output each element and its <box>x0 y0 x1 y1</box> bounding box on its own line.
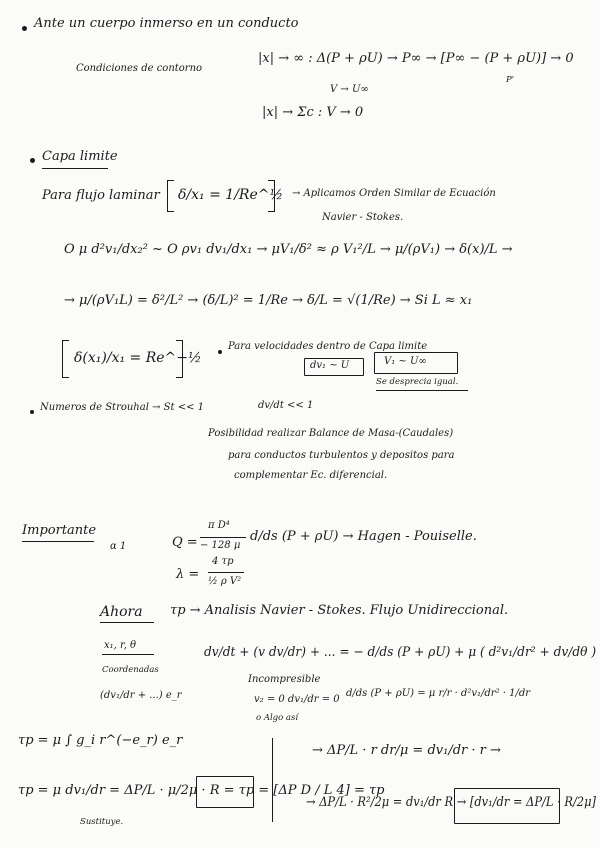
bracket-left <box>62 340 69 378</box>
laminar-label: Para flujo laminar <box>42 188 160 203</box>
bracket-right <box>268 180 275 212</box>
gradient-vector: (dv₁/dr + ...) e_r <box>100 690 182 701</box>
fraction-bar <box>200 537 246 538</box>
bracket-right <box>176 340 183 378</box>
bracket-left <box>167 180 174 212</box>
radial-equation: d/ds (P + ρU) = μ r/r · d²v₁/dr² · 1/dr <box>346 688 531 699</box>
boundary-layer-result: δ(x₁)/x₁ = Re^−½ <box>74 350 202 366</box>
bullet-dot <box>218 350 222 354</box>
order-equation: O μ d²v₁/dx₂² ~ O ρv₁ dv₁/dx₁ → μV₁/δ² ≈ ρ V₁²/L → μ/(ρV₁) → δ(x)/L → <box>64 242 513 257</box>
velocity-conditions: v₂ = 0 dv₁/dr = 0 <box>254 694 340 705</box>
intro-text: Ante un cuerpo inmerso en un conducto <box>34 16 299 31</box>
tau-relation: τp = μ dv₁/dr = ΔP/L · μ/2μ · R = τp = [ΔP D / L 4] = τp <box>18 783 385 798</box>
apply-order-text: → Aplicamos Orden Similar de Ecuación <box>292 188 496 199</box>
q-frac-bottom: − 128 μ <box>200 540 241 551</box>
laminar-formula: δ/x₁ = 1/Re^½ <box>178 187 284 203</box>
title-underline <box>22 541 94 542</box>
q-frac-top: π D⁴ <box>208 520 230 531</box>
section-title-ahora: Ahora <box>100 604 143 620</box>
integration-step-1: → ΔP/L · r dr/μ = dv₁/dr · r → <box>312 743 501 758</box>
conditions-label: Condiciones de contorno <box>76 63 203 74</box>
fraction-bar <box>208 572 244 573</box>
final-result-box <box>454 788 560 824</box>
tau-analysis-text: τp → Analisis Navier - Stokes. Flujo Unidireccional. <box>170 603 509 618</box>
possibility-line-1: Posibilidad realizar Balance de Masa-(Caudales) <box>208 428 454 439</box>
dvdt-text: dv/dt << 1 <box>258 400 314 411</box>
tau-result-box <box>196 776 254 808</box>
possibility-line-2: para conductos turbulentos y depositos para <box>228 450 455 461</box>
navier-stokes-text: Navier - Stokes. <box>322 212 404 223</box>
algo-asi-note: o Algo así <box>256 713 299 723</box>
title-underline <box>100 622 154 623</box>
q-lhs: Q = <box>172 535 198 550</box>
boundary-condition-1: |x| → ∞ : Δ(P + ρU) → P∞ → [P∞ − (P + ρU)] → 0 <box>258 51 574 66</box>
velocity-bracket-1: dv₁ ~ U <box>310 360 350 371</box>
boundary-condition-2: |x| → Σc : V → 0 <box>262 105 364 120</box>
lambda-top: 4 τp <box>212 556 234 567</box>
note-underline <box>376 390 468 391</box>
hagen-poiseuille-text: d/ds (P + ρU) → Hagen - Pouiselle. <box>250 529 477 544</box>
scaling-chain: → μ/(ρV₁L) = δ²/L² → (δ/L)² = 1/Re → δ/L = √(1/Re) → Si L ≈ x₁ <box>64 293 473 308</box>
coordinates-label: Coordenadas <box>102 665 159 675</box>
velocity-limit: V → U∞ <box>330 84 369 95</box>
incompressible-label: Incompresible <box>248 674 321 685</box>
coords-underline <box>102 654 154 655</box>
substitute-note: Sustituye. <box>80 817 124 827</box>
possibility-line-3: complementar Ec. diferencial. <box>234 470 388 481</box>
section-title-importante: Importante <box>22 523 97 538</box>
pressure-bracket-box <box>470 48 554 72</box>
p-prime-label: P' <box>506 75 515 85</box>
section-title-capa-limite: Capa limite <box>42 149 118 164</box>
tau-integral: τp = μ ∫ g_i r^(−e_r) e_r <box>18 733 183 748</box>
brace-line <box>272 738 273 822</box>
bullet-dot <box>22 26 27 31</box>
velocity-text: Para velocidades dentro de Capa limite <box>228 341 428 352</box>
bullet-dot <box>30 410 34 414</box>
coordinates-vars: x₁, r, θ <box>104 640 137 651</box>
strouhal-text: Numeros de Strouhal → St << 1 <box>40 402 204 413</box>
bullet-dot <box>30 158 35 163</box>
alpha-text: α 1 <box>110 541 127 552</box>
title-underline <box>42 168 108 169</box>
navier-stokes-equation: dv/dt + (v dv/dr) + ... = − d/ds (P + ρU) + μ ( d²v₁/dr² + dv/dθ ) <box>204 645 597 660</box>
velocity-bracket-2: V₁ ~ U∞ <box>384 356 427 367</box>
integration-step-2: → ΔP/L · R²/2μ = dv₁/dr R → [dv₁/dr = ΔP/L · R/2μ] <box>306 795 596 810</box>
lambda-bottom: ½ ρ V² <box>208 576 242 587</box>
neglect-note: Se desprecia igual. <box>376 377 459 387</box>
lambda-lhs: λ = <box>176 567 200 582</box>
